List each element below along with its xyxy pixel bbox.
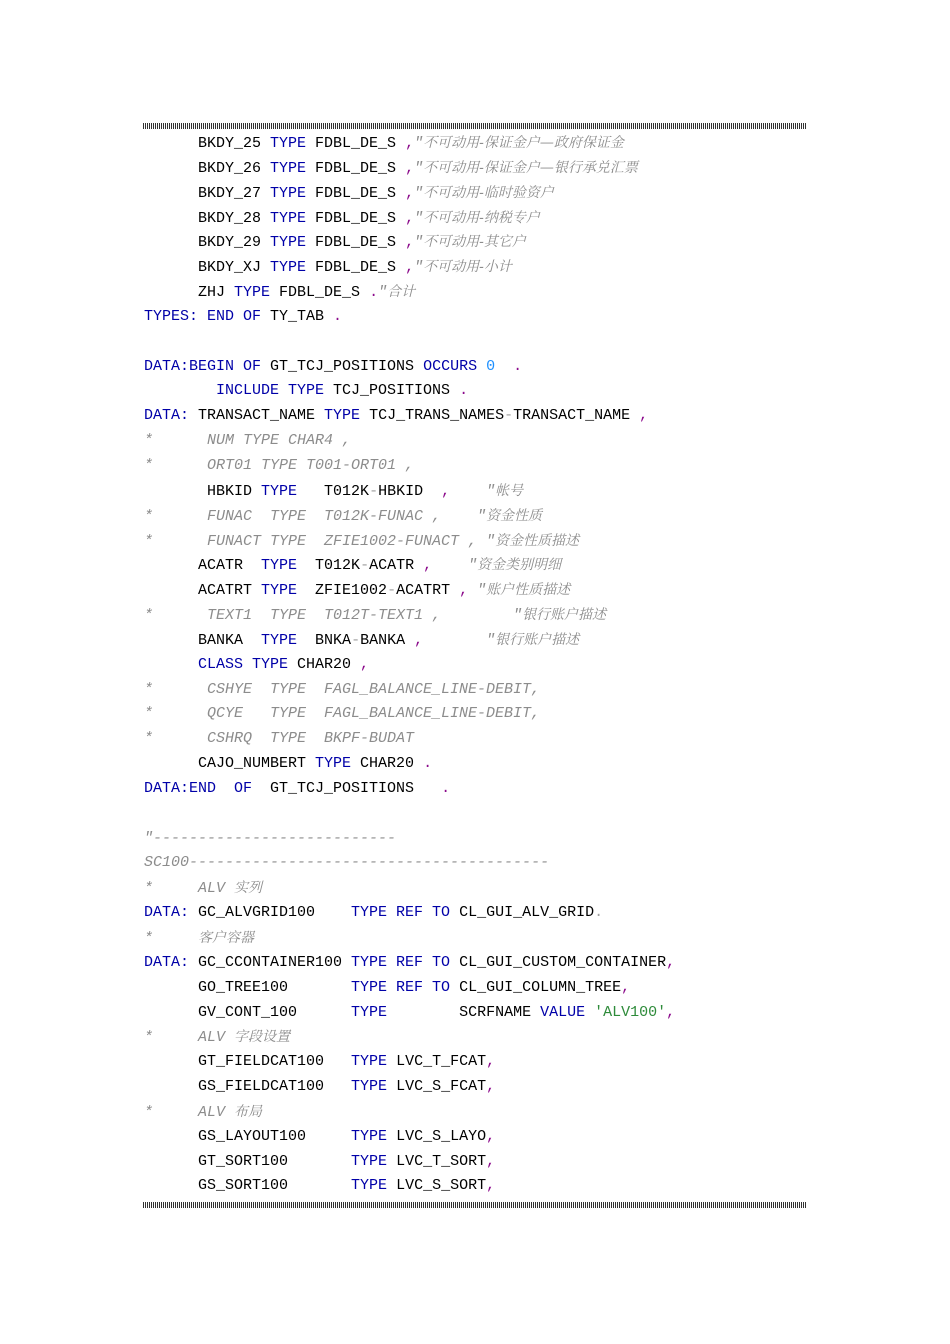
code-token: DATA:END OF [144, 779, 253, 797]
code-token: BKDY_26 [144, 159, 271, 177]
code-token [495, 358, 513, 375]
code-token: , [621, 978, 631, 996]
code-token: LVC_S_LAYO [387, 1127, 487, 1145]
code-token: , [486, 1053, 496, 1071]
code-token: TYPE REF TO [351, 978, 451, 996]
code-token: BKDY_XJ [144, 259, 271, 277]
code-line [144, 951, 806, 976]
code-token: GV_CONT_100 [144, 1003, 352, 1021]
code-token: * NUM TYPE CHAR4 , [144, 432, 352, 450]
code-token [450, 483, 486, 500]
code-token: 不可动用-临时验资户 [423, 184, 554, 201]
code-token: TYPE [315, 755, 352, 773]
code-token: TYPE [270, 184, 307, 202]
code-token: , [405, 259, 415, 277]
code-token: " [414, 259, 424, 277]
code-token: , [639, 407, 649, 425]
code-token: BKDY_29 [144, 234, 271, 252]
code-token: TYPE [270, 135, 307, 152]
code-token: DATA: [144, 407, 190, 425]
code-token: TYPES: END OF [144, 307, 262, 325]
code-token: SC100---------------------------------------- [144, 854, 550, 872]
code-token: 不可动用-小计 [423, 259, 512, 276]
code-listing [144, 131, 806, 1199]
code-token: TYPE [351, 1003, 388, 1021]
code-token: "--------------------------- [144, 829, 397, 847]
code-token: CAJO_NUMBERT [144, 755, 316, 773]
code-token: 资金性质 [486, 507, 543, 524]
code-token: GT_SORT100 [144, 1152, 352, 1170]
code-token: TYPE [351, 1152, 388, 1170]
code-token [468, 582, 477, 599]
bottom-divider [143, 1202, 806, 1208]
code-line [144, 876, 806, 901]
code-token: BKDY_27 [144, 184, 271, 202]
code-token: FDBL_DE_S [306, 259, 406, 277]
code-token: T012K [297, 482, 370, 500]
code-token: * ALV [144, 880, 235, 898]
code-token [423, 632, 486, 649]
code-token: FDBL_DE_S [270, 284, 370, 302]
code-line [144, 305, 806, 330]
code-token: , [405, 209, 415, 227]
code-token: , [666, 1003, 676, 1021]
code-line [144, 976, 806, 1001]
code-token: , [405, 159, 415, 177]
code-token: * CSHYE TYPE FAGL_BALANCE_LINE-DEBIT, [144, 680, 541, 698]
code-token: 不可动用-保证金户—政府保证金 [423, 135, 624, 151]
code-line [144, 1025, 806, 1050]
code-token: - [387, 582, 397, 600]
code-token: * ORT01 TYPE T001-ORT01 , [144, 456, 415, 474]
code-token: " [486, 482, 496, 500]
code-token: * QCYE TYPE FAGL_BALANCE_LINE-DEBIT, [144, 705, 541, 723]
code-token: FDBL_DE_S [306, 159, 406, 177]
code-token: CLASS TYPE [198, 655, 289, 673]
code-line [144, 404, 806, 429]
code-token: ACATR [144, 557, 262, 575]
code-token: BNKA [297, 631, 352, 649]
code-token: HBKID [144, 482, 262, 500]
code-token: , [423, 557, 433, 575]
code-token: * ALV [144, 1029, 235, 1047]
code-line [144, 454, 806, 479]
code-token: 不可动用-其它户 [423, 234, 526, 251]
code-token: * TEXT1 TYPE T012T-TEXT1 , " [144, 607, 523, 625]
code-line [144, 131, 806, 156]
code-token: TYPE [270, 159, 307, 177]
code-line [144, 379, 806, 404]
code-token: FDBL_DE_S [306, 209, 406, 227]
code-line [144, 1174, 806, 1199]
code-token: TYPE REF TO [351, 953, 451, 971]
code-token: 资金性质描述 [495, 532, 580, 549]
code-token: DATA: [144, 953, 190, 971]
code-token: TYPE [261, 631, 298, 649]
code-token: - [351, 631, 361, 649]
code-token: GC_ALVGRID100 [189, 904, 352, 922]
code-token: * FUNAC TYPE T012K-FUNAC , " [144, 507, 487, 525]
code-line [144, 1050, 806, 1075]
code-line [144, 653, 806, 678]
code-token: TYPE [270, 234, 307, 252]
code-token: CHAR20 [351, 755, 424, 773]
code-token: 不可动用-保证金户—银行承兑汇票 [423, 159, 638, 176]
code-token: LVC_T_FCAT [387, 1053, 487, 1071]
code-line [144, 702, 806, 727]
code-token: TY_TAB [261, 307, 334, 325]
code-token: , [459, 582, 469, 600]
code-line [144, 1150, 806, 1175]
code-token: 资金类别明细 [477, 557, 562, 574]
code-line [144, 926, 806, 951]
code-token: T012K [297, 557, 361, 575]
code-line [144, 1075, 806, 1100]
code-token: 合计 [387, 284, 416, 301]
code-token: 'ALV100' [594, 1003, 667, 1021]
code-line [144, 529, 806, 554]
code-token: , [486, 1152, 496, 1170]
code-token: TYPE [324, 407, 361, 425]
code-token: . [594, 904, 604, 922]
code-token: " [414, 159, 424, 177]
code-token: 银行账户描述 [522, 607, 607, 624]
code-token: ZHJ [144, 284, 235, 302]
code-token: - [369, 482, 379, 500]
code-token: TYPE [351, 1078, 388, 1096]
code-line [144, 181, 806, 206]
code-line [144, 851, 806, 876]
code-token: GT_TCJ_POSITIONS [252, 779, 442, 797]
code-token: GO_TREE100 [144, 978, 352, 996]
code-token: , [405, 184, 415, 202]
code-token: , [414, 631, 424, 649]
code-token [585, 1004, 594, 1021]
code-line [144, 504, 806, 529]
code-token: FDBL_DE_S [306, 135, 406, 152]
code-token: BKDY_28 [144, 209, 271, 227]
code-token: ACATRT [396, 582, 460, 600]
code-token: TYPE [351, 1127, 388, 1145]
code-token: TYPE [261, 582, 298, 600]
code-token: TCJ_TRANS_NAMES [360, 407, 505, 425]
code-token: 帐号 [495, 482, 524, 499]
code-token: , [405, 135, 415, 152]
code-token: . [513, 357, 523, 375]
top-divider [143, 123, 806, 129]
code-token: " [414, 184, 424, 202]
code-line [144, 802, 806, 827]
code-token: OCCURS [423, 357, 478, 375]
code-token: " [414, 135, 424, 152]
code-token: , [486, 1177, 496, 1195]
code-token: - [360, 557, 370, 575]
code-line [144, 628, 806, 653]
code-line [144, 678, 806, 703]
code-token: BANKA [360, 631, 415, 649]
code-token: TRANSACT_NAME [513, 407, 640, 425]
code-line [144, 280, 806, 305]
code-token: TYPE [270, 259, 307, 277]
code-token: 字段设置 [234, 1029, 291, 1046]
code-token: CHAR20 [288, 655, 361, 673]
code-token: DATA:BEGIN OF [144, 357, 262, 375]
code-token: CL_GUI_ALV_GRID [450, 904, 595, 922]
code-token: BANKA [144, 631, 262, 649]
code-token: FDBL_DE_S [306, 234, 406, 252]
code-token: TYPE [351, 1053, 388, 1071]
code-token: FDBL_DE_S [306, 184, 406, 202]
code-token: , [486, 1078, 496, 1096]
code-token: ACATR [369, 557, 424, 575]
code-token: TYPE [261, 482, 298, 500]
code-line [144, 901, 806, 926]
code-token: , [486, 1127, 496, 1145]
code-token: . [441, 779, 451, 797]
code-token: GT_TCJ_POSITIONS [261, 357, 424, 375]
code-token: LVC_T_SORT [387, 1152, 487, 1170]
code-token: SCRFNAME [387, 1003, 541, 1021]
code-token: , [441, 482, 451, 500]
code-token: * FUNACT TYPE ZFIE1002-FUNACT , " [144, 532, 496, 550]
code-token: 实列 [234, 880, 263, 897]
code-token: TYPE REF TO [351, 904, 451, 922]
code-line [144, 156, 806, 181]
code-token: 银行账户描述 [495, 631, 580, 648]
code-token: LVC_S_SORT [387, 1177, 487, 1195]
code-token: , [405, 234, 415, 252]
code-token: . [333, 307, 343, 325]
code-token: GC_CCONTAINER100 [189, 953, 352, 971]
code-token: 账户性质描述 [486, 582, 571, 599]
code-token: 客户容器 [198, 930, 255, 946]
code-line [144, 578, 806, 603]
code-token: VALUE [540, 1003, 586, 1021]
code-token: - [504, 407, 514, 425]
code-token: " [414, 234, 424, 252]
code-token: 布局 [234, 1103, 263, 1120]
code-line [144, 429, 806, 454]
code-line [144, 777, 806, 802]
code-line [144, 255, 806, 280]
code-line [144, 330, 806, 355]
code-token: GT_FIELDCAT100 [144, 1053, 352, 1071]
code-token: * [144, 930, 199, 947]
code-token: GS_SORT100 [144, 1177, 352, 1195]
code-token: CL_GUI_CUSTOM_CONTAINER [450, 953, 667, 971]
code-token [477, 358, 486, 375]
code-token [432, 557, 468, 574]
code-line [144, 479, 806, 504]
code-line [144, 727, 806, 752]
code-token [144, 656, 198, 673]
code-token: " [414, 209, 424, 227]
code-line [144, 827, 806, 852]
code-token: " [486, 631, 496, 649]
code-token: TYPE [234, 284, 271, 302]
code-token: " [378, 284, 388, 302]
code-token: ZFIE1002 [297, 582, 388, 600]
code-line [144, 230, 806, 255]
code-line [144, 1100, 806, 1125]
code-line [144, 355, 806, 380]
code-token: GS_FIELDCAT100 [144, 1078, 352, 1096]
code-token: 不可动用-纳税专户 [423, 209, 540, 226]
code-token: ACATRT [144, 582, 262, 600]
code-token: TYPE [351, 1177, 388, 1195]
code-token: . [423, 755, 433, 773]
code-token: DATA: [144, 904, 190, 922]
code-token: . [369, 284, 379, 302]
code-token: " [468, 557, 478, 575]
code-token: TRANSACT_NAME [189, 407, 325, 425]
code-token: , [360, 655, 370, 673]
code-token: INCLUDE TYPE [144, 382, 325, 400]
code-token: LVC_S_FCAT [387, 1078, 487, 1096]
code-token: * CSHRQ TYPE BKPF-BUDAT [144, 730, 415, 748]
code-line [144, 752, 806, 777]
code-token: 0 [486, 357, 496, 375]
code-token: TYPE [261, 557, 298, 575]
code-line [144, 1125, 806, 1150]
code-token: , [666, 953, 676, 971]
code-token: * ALV [144, 1103, 235, 1121]
code-token: . [459, 382, 469, 400]
code-token: HBKID [378, 482, 442, 500]
code-token: CL_GUI_COLUMN_TREE [450, 978, 622, 996]
code-token: GS_LAYOUT100 [144, 1127, 352, 1145]
code-token: " [477, 582, 487, 600]
code-line [144, 1001, 806, 1026]
code-token: TCJ_POSITIONS [324, 382, 460, 400]
code-token: TYPE [270, 209, 307, 227]
code-line [144, 603, 806, 628]
code-token: BKDY_25 [144, 135, 271, 152]
code-line [144, 206, 806, 231]
code-line [144, 553, 806, 578]
